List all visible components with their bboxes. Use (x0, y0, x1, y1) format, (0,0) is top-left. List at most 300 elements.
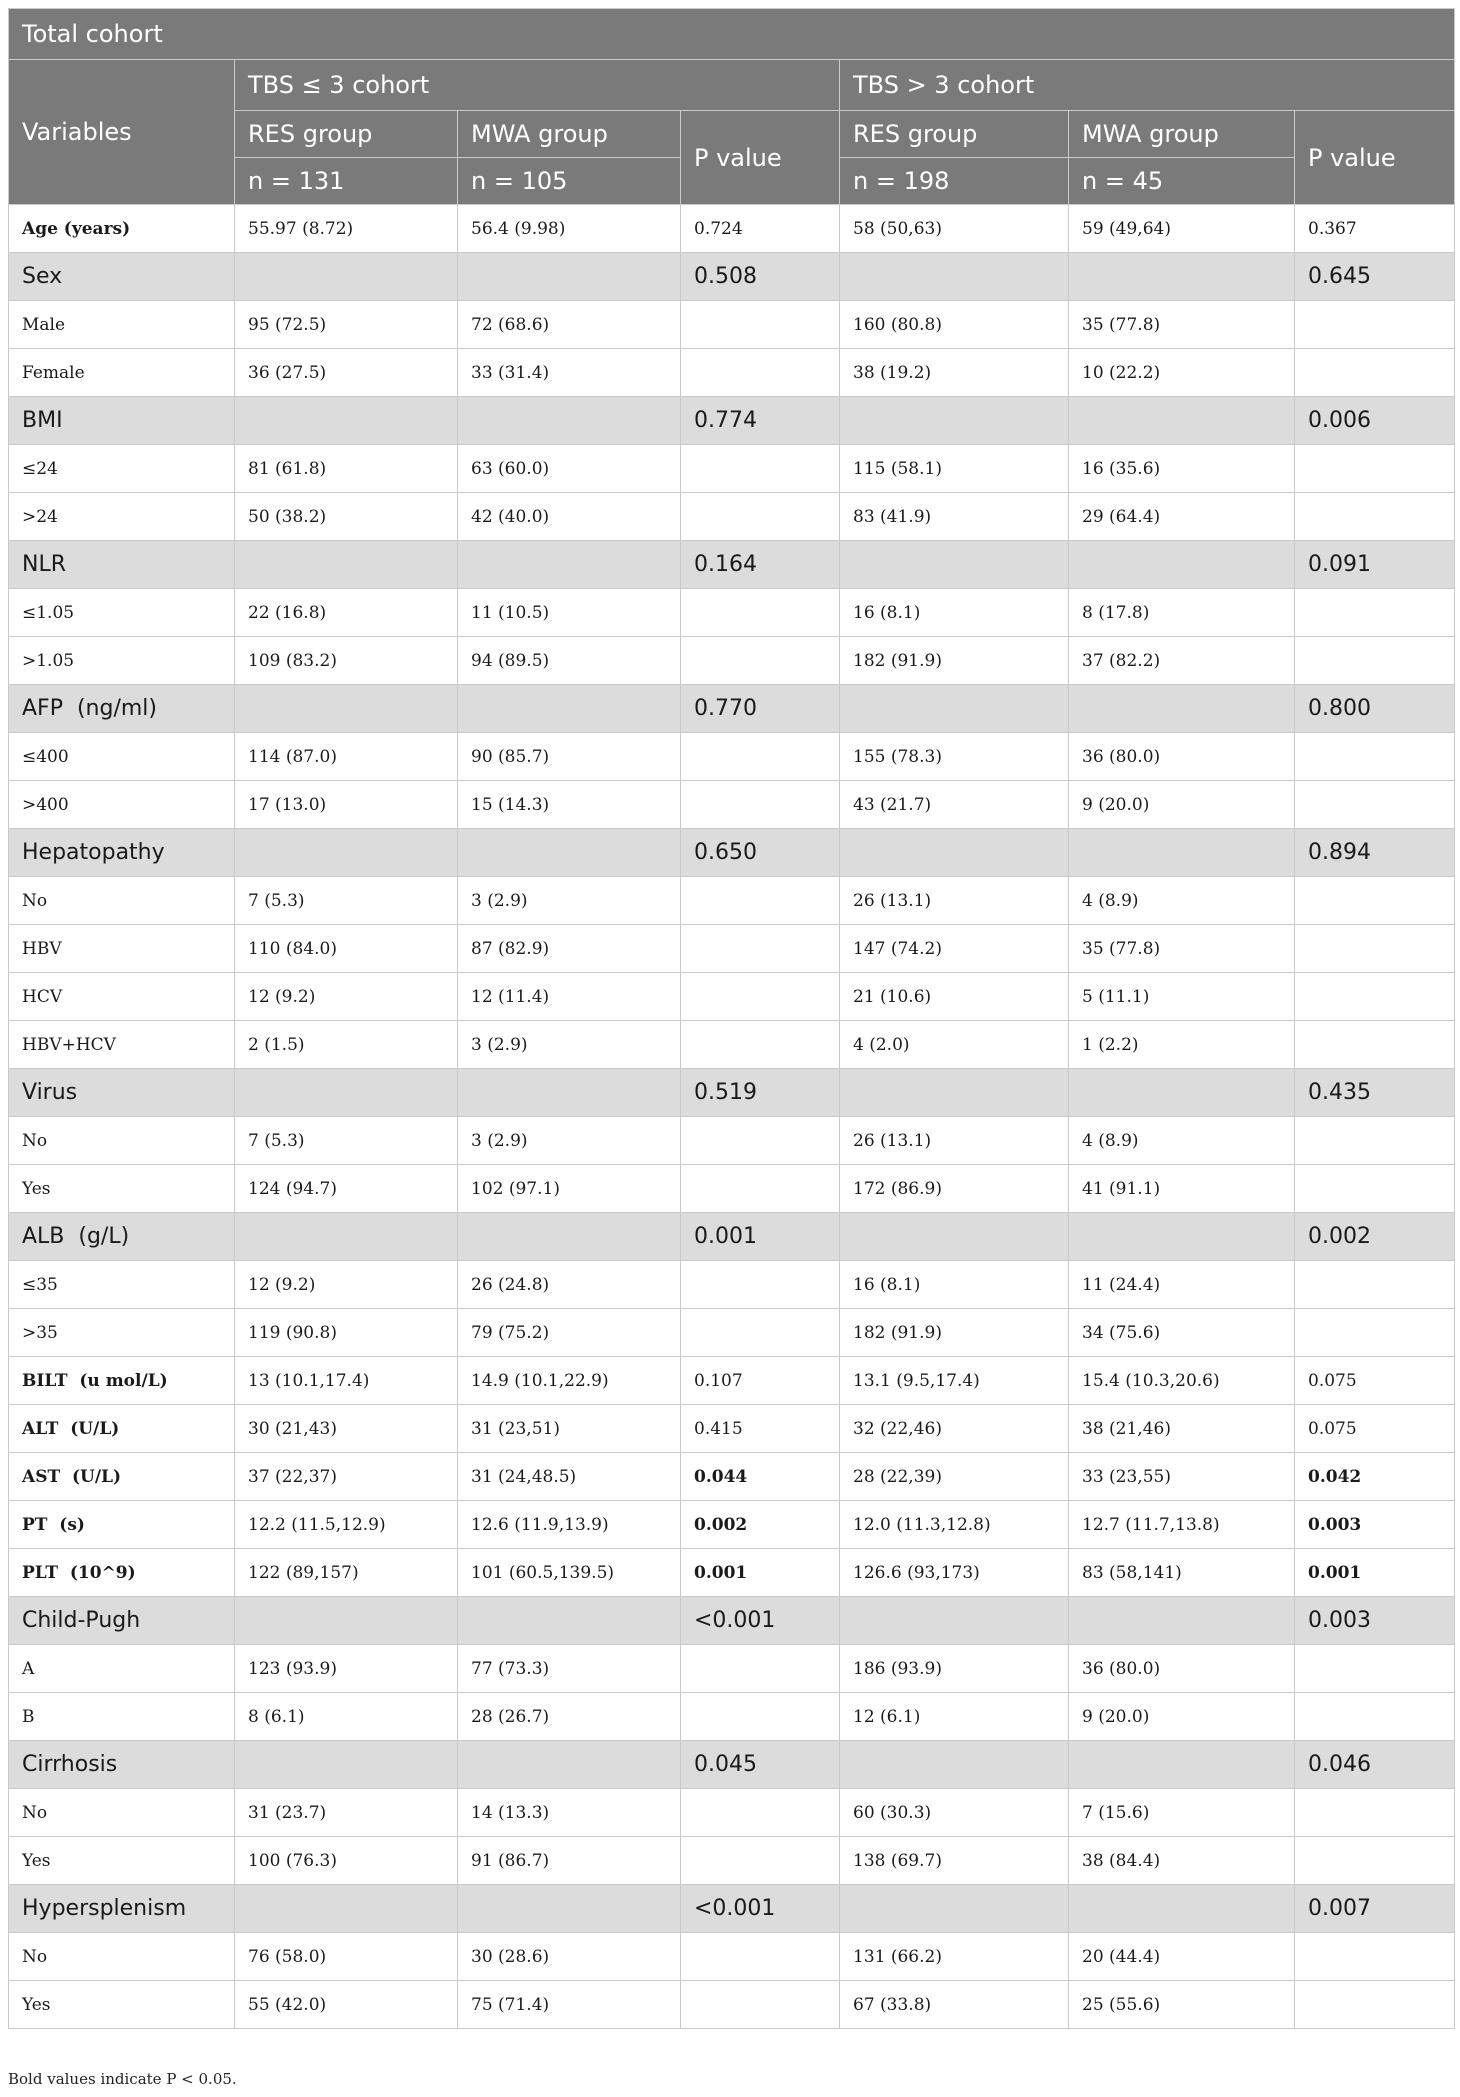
cohort-b-p-cell: 0.075 (1295, 1405, 1455, 1453)
cohort-b-p-cell (1295, 1165, 1455, 1213)
cohort-a-mwa-cell: 28 (26.7) (458, 1693, 681, 1741)
table-category-row (9, 829, 1455, 877)
table-category-row (9, 541, 1455, 589)
table-row (9, 1981, 1455, 2029)
cohort-a-p-cell (681, 973, 840, 1021)
cohort-b-mwa-cell: 36 (80.0) (1069, 1645, 1295, 1693)
cohort-a-p-cell (681, 1693, 840, 1741)
table-row (9, 445, 1455, 493)
cohort-b-p-cell (1295, 1789, 1455, 1837)
table-row (9, 781, 1455, 829)
cohort-a-res-cell: 50 (38.2) (235, 493, 458, 541)
variable-cell: ≤400 (9, 733, 235, 781)
cohort-b-mwa-cell: 15.4 (10.3,20.6) (1069, 1357, 1295, 1405)
cohort-b-p-cell (1295, 1261, 1455, 1309)
table-footnote: Bold values indicate P < 0.05. (8, 2070, 237, 2088)
cohort-b-p-cell (1295, 1981, 1455, 2029)
cohort-b-res-cell: 147 (74.2) (840, 925, 1069, 973)
cohort-a-p-cell: 0.774 (681, 397, 840, 445)
cohort-b-res-n: n = 198 (840, 158, 1069, 205)
cohort-b-res-cell (840, 1213, 1069, 1261)
cohort-b-mwa-cell: 34 (75.6) (1069, 1309, 1295, 1357)
cohort-b-res-cell (840, 829, 1069, 877)
table-row (9, 1645, 1455, 1693)
cohort-b-p-cell (1295, 1837, 1455, 1885)
cohort-b-mwa-cell: 5 (11.1) (1069, 973, 1295, 1021)
cohort-a-res-n: n = 131 (235, 158, 458, 205)
cohort-b-p-cell (1295, 1645, 1455, 1693)
cohort-b-res-cell: 16 (8.1) (840, 1261, 1069, 1309)
cohort-b-res-cell: 126.6 (93,173) (840, 1549, 1069, 1597)
table-category-row (9, 1213, 1455, 1261)
cohort-a-p-cell: 0.519 (681, 1069, 840, 1117)
cohort-a-res-cell: 55 (42.0) (235, 1981, 458, 2029)
cohort-a-res-cell (235, 685, 458, 733)
cohort-a-res-cell: 12 (9.2) (235, 1261, 458, 1309)
cohort-a-mwa-cell: 101 (60.5,139.5) (458, 1549, 681, 1597)
cohort-a-res-cell: 17 (13.0) (235, 781, 458, 829)
cohort-a-p-cell: 0.001 (681, 1549, 840, 1597)
variable-cell: >400 (9, 781, 235, 829)
cohort-a-mwa-cell (458, 685, 681, 733)
table-category-row (9, 1741, 1455, 1789)
cohort-b-res-cell (840, 1597, 1069, 1645)
cohort-b-res-cell: 60 (30.3) (840, 1789, 1069, 1837)
variable-cell: Virus (9, 1069, 235, 1117)
cohort-a-res-cell: 81 (61.8) (235, 445, 458, 493)
variable-cell: A (9, 1645, 235, 1693)
cohort-a-res-header: RES group (235, 111, 458, 158)
table-category-row (9, 685, 1455, 733)
cohort-b-mwa-cell: 9 (20.0) (1069, 1693, 1295, 1741)
cohort-b-mwa-cell: 38 (84.4) (1069, 1837, 1295, 1885)
variable-cell: Cirrhosis (9, 1741, 235, 1789)
cohort-b-p-cell: 0.003 (1295, 1501, 1455, 1549)
cohort-a-res-cell (235, 541, 458, 589)
variable-cell: B (9, 1693, 235, 1741)
cohort-a-mwa-cell: 30 (28.6) (458, 1933, 681, 1981)
cohort-b-res-cell: 28 (22,39) (840, 1453, 1069, 1501)
variable-cell: Yes (9, 1981, 235, 2029)
cohort-b-mwa-cell (1069, 397, 1295, 445)
cohort-b-p-cell: 0.006 (1295, 397, 1455, 445)
cohort-b-res-header: RES group (840, 111, 1069, 158)
cohort-b-p-cell (1295, 1117, 1455, 1165)
cohort-b-mwa-cell: 20 (44.4) (1069, 1933, 1295, 1981)
cohort-a-p-cell (681, 1789, 840, 1837)
cohort-a-p-cell: 0.002 (681, 1501, 840, 1549)
cohort-b-p-cell: 0.042 (1295, 1453, 1455, 1501)
cohort-a-res-cell (235, 1213, 458, 1261)
cohort-b-mwa-cell: 11 (24.4) (1069, 1261, 1295, 1309)
table-row (9, 973, 1455, 1021)
cohort-a-res-cell: 119 (90.8) (235, 1309, 458, 1357)
cohort-a-p-cell (681, 637, 840, 685)
table-row (9, 1357, 1455, 1405)
cohort-b-res-cell: 43 (21.7) (840, 781, 1069, 829)
table-row (9, 1309, 1455, 1357)
cohort-b-p-cell (1295, 589, 1455, 637)
cohort-a-res-cell: 36 (27.5) (235, 349, 458, 397)
cohort-b-mwa-cell: 4 (8.9) (1069, 877, 1295, 925)
cohort-b-res-cell: 115 (58.1) (840, 445, 1069, 493)
cohort-a-mwa-cell: 87 (82.9) (458, 925, 681, 973)
table-category-row (9, 253, 1455, 301)
cohort-a-mwa-cell: 3 (2.9) (458, 1021, 681, 1069)
cohort-b-mwa-cell (1069, 1069, 1295, 1117)
cohort-b-p-cell (1295, 1021, 1455, 1069)
cohort-a-mwa-cell: 26 (24.8) (458, 1261, 681, 1309)
cohort-b-p-cell (1295, 973, 1455, 1021)
cohort-a-p-cell (681, 301, 840, 349)
variable-cell: BILT (u mol/L) (9, 1357, 235, 1405)
table-row (9, 637, 1455, 685)
cohort-a-res-cell: 30 (21,43) (235, 1405, 458, 1453)
cohort-b-res-cell: 67 (33.8) (840, 1981, 1069, 2029)
cohort-a-mwa-cell: 31 (23,51) (458, 1405, 681, 1453)
cohort-b-mwa-cell: 7 (15.6) (1069, 1789, 1295, 1837)
table-row (9, 205, 1455, 253)
cohort-a-res-cell (235, 1741, 458, 1789)
table-row (9, 1933, 1455, 1981)
cohort-a-res-cell: 2 (1.5) (235, 1021, 458, 1069)
variable-cell: Yes (9, 1165, 235, 1213)
cohort-b-res-cell (840, 1741, 1069, 1789)
cohort-a-p-cell: 0.164 (681, 541, 840, 589)
variable-cell: PLT (10^9) (9, 1549, 235, 1597)
cohort-b-res-cell (840, 253, 1069, 301)
cohort-b-mwa-cell: 9 (20.0) (1069, 781, 1295, 829)
table-row (9, 1549, 1455, 1597)
table-row (9, 877, 1455, 925)
cohort-b-p-cell: 0.075 (1295, 1357, 1455, 1405)
cohort-b-p-cell (1295, 877, 1455, 925)
cohort-a-res-cell (235, 253, 458, 301)
variable-cell: >24 (9, 493, 235, 541)
cohort-b-p-cell (1295, 493, 1455, 541)
cohort-b-p-cell (1295, 349, 1455, 397)
cohort-b-res-cell: 12 (6.1) (840, 1693, 1069, 1741)
cohort-a-mwa-cell (458, 253, 681, 301)
cohort-a-res-cell: 95 (72.5) (235, 301, 458, 349)
table-row (9, 1453, 1455, 1501)
cohort-b-res-cell: 172 (86.9) (840, 1165, 1069, 1213)
table-row (9, 1261, 1455, 1309)
cohort-b-mwa-cell (1069, 685, 1295, 733)
cohort-a-mwa-cell: 56.4 (9.98) (458, 205, 681, 253)
cohort-b-res-cell: 58 (50,63) (840, 205, 1069, 253)
cohort-b-mwa-cell: 33 (23,55) (1069, 1453, 1295, 1501)
cohort-b-p-cell (1295, 733, 1455, 781)
cohort-b-res-cell: 83 (41.9) (840, 493, 1069, 541)
cohort-b-res-cell: 138 (69.7) (840, 1837, 1069, 1885)
cohort-b-p-cell (1295, 781, 1455, 829)
table-row (9, 925, 1455, 973)
cohort-b-mwa-cell: 1 (2.2) (1069, 1021, 1295, 1069)
cohort-a-mwa-cell: 11 (10.5) (458, 589, 681, 637)
cohort-a-mwa-cell: 75 (71.4) (458, 1981, 681, 2029)
cohort-a-mwa-cell (458, 1741, 681, 1789)
cohort-b-p-cell: 0.367 (1295, 205, 1455, 253)
cohort-a-res-cell: 7 (5.3) (235, 1117, 458, 1165)
cohort-a-p-cell (681, 1165, 840, 1213)
variable-cell: Male (9, 301, 235, 349)
cohort-b-mwa-cell: 10 (22.2) (1069, 349, 1295, 397)
table-row (9, 1501, 1455, 1549)
cohort-a-mwa-cell: 79 (75.2) (458, 1309, 681, 1357)
cohort-a-res-cell: 13 (10.1,17.4) (235, 1357, 458, 1405)
variable-cell: ALB (g/L) (9, 1213, 235, 1261)
cohort-b-header: TBS > 3 cohort (840, 60, 1455, 111)
variable-cell: HBV+HCV (9, 1021, 235, 1069)
cohort-a-mwa-cell: 102 (97.1) (458, 1165, 681, 1213)
table-row (9, 493, 1455, 541)
cohort-a-p-cell (681, 1261, 840, 1309)
table-row (9, 1165, 1455, 1213)
table-category-row (9, 1597, 1455, 1645)
table-category-row (9, 397, 1455, 445)
cohort-a-p-cell: <0.001 (681, 1885, 840, 1933)
cohort-b-p-cell: 0.003 (1295, 1597, 1455, 1645)
cohort-a-mwa-cell (458, 1213, 681, 1261)
cohort-a-p-cell: 0.770 (681, 685, 840, 733)
cohort-a-p-cell: 0.724 (681, 205, 840, 253)
variable-cell: Age (years) (9, 205, 235, 253)
cohort-a-p-cell: 0.650 (681, 829, 840, 877)
cohort-b-mwa-n: n = 45 (1069, 158, 1295, 205)
cohort-a-mwa-cell (458, 1069, 681, 1117)
cohort-a-mwa-cell: 42 (40.0) (458, 493, 681, 541)
cohort-b-res-cell: 13.1 (9.5,17.4) (840, 1357, 1069, 1405)
table-row (9, 1837, 1455, 1885)
cohort-a-mwa-cell: 77 (73.3) (458, 1645, 681, 1693)
cohort-a-res-cell: 8 (6.1) (235, 1693, 458, 1741)
cohort-a-res-cell (235, 397, 458, 445)
cohort-b-p-cell: 0.800 (1295, 685, 1455, 733)
table-row (9, 1789, 1455, 1837)
table-row (9, 1117, 1455, 1165)
cohort-a-res-cell (235, 829, 458, 877)
variable-cell: >1.05 (9, 637, 235, 685)
cohort-a-p-cell (681, 925, 840, 973)
cohort-a-p-cell (681, 445, 840, 493)
cohort-a-p-cell: 0.415 (681, 1405, 840, 1453)
cohort-a-p-cell (681, 1645, 840, 1693)
cohort-a-res-cell: 124 (94.7) (235, 1165, 458, 1213)
cohort-b-res-cell: 16 (8.1) (840, 589, 1069, 637)
cohort-b-res-cell: 182 (91.9) (840, 637, 1069, 685)
cohort-b-mwa-cell: 59 (49,64) (1069, 205, 1295, 253)
variable-cell: No (9, 877, 235, 925)
cohort-a-p-cell: <0.001 (681, 1597, 840, 1645)
table-row (9, 1405, 1455, 1453)
cohort-b-res-cell (840, 1069, 1069, 1117)
variable-cell: Female (9, 349, 235, 397)
cohort-a-res-cell: 55.97 (8.72) (235, 205, 458, 253)
cohort-a-res-cell: 114 (87.0) (235, 733, 458, 781)
cohort-b-res-cell: 4 (2.0) (840, 1021, 1069, 1069)
cohort-a-mwa-cell: 91 (86.7) (458, 1837, 681, 1885)
table-row (9, 301, 1455, 349)
cohort-a-res-cell: 76 (58.0) (235, 1933, 458, 1981)
variable-cell: NLR (9, 541, 235, 589)
cohort-a-res-cell: 22 (16.8) (235, 589, 458, 637)
cohort-a-mwa-cell: 3 (2.9) (458, 877, 681, 925)
cohort-a-mwa-cell: 72 (68.6) (458, 301, 681, 349)
cohort-b-mwa-cell (1069, 1741, 1295, 1789)
cohort-a-res-cell (235, 1597, 458, 1645)
cohort-a-header: TBS ≤ 3 cohort (235, 60, 840, 111)
cohort-b-p-cell (1295, 1693, 1455, 1741)
cohort-a-mwa-header: MWA group (458, 111, 681, 158)
cohort-a-res-cell: 12.2 (11.5,12.9) (235, 1501, 458, 1549)
cohort-a-mwa-cell: 12 (11.4) (458, 973, 681, 1021)
cohort-a-mwa-cell: 14 (13.3) (458, 1789, 681, 1837)
cohort-a-mwa-cell: 63 (60.0) (458, 445, 681, 493)
cohort-a-mwa-cell (458, 1597, 681, 1645)
variable-cell: AFP (ng/ml) (9, 685, 235, 733)
baseline-characteristics-table (8, 8, 1455, 2029)
cohort-a-p-cell (681, 781, 840, 829)
cohort-a-p-cell (681, 1837, 840, 1885)
cohort-a-p-header: P value (681, 111, 840, 205)
variable-cell: Hepatopathy (9, 829, 235, 877)
cohort-a-mwa-cell (458, 397, 681, 445)
cohort-b-res-cell: 182 (91.9) (840, 1309, 1069, 1357)
cohort-b-p-cell: 0.046 (1295, 1741, 1455, 1789)
cohort-b-res-cell: 26 (13.1) (840, 1117, 1069, 1165)
cohort-b-mwa-cell: 83 (58,141) (1069, 1549, 1295, 1597)
cohort-b-p-cell (1295, 1933, 1455, 1981)
cohort-b-p-cell: 0.645 (1295, 253, 1455, 301)
variable-cell: No (9, 1789, 235, 1837)
cohort-a-mwa-cell (458, 829, 681, 877)
cohort-b-mwa-cell: 37 (82.2) (1069, 637, 1295, 685)
cohort-a-res-cell: 12 (9.2) (235, 973, 458, 1021)
cohort-a-mwa-cell: 90 (85.7) (458, 733, 681, 781)
cohort-b-mwa-cell (1069, 1597, 1295, 1645)
cohort-b-p-cell (1295, 301, 1455, 349)
cohort-a-mwa-cell: 15 (14.3) (458, 781, 681, 829)
cohort-b-mwa-cell: 8 (17.8) (1069, 589, 1295, 637)
cohort-a-p-cell (681, 1021, 840, 1069)
variable-cell: AST (U/L) (9, 1453, 235, 1501)
cohort-a-p-cell: 0.044 (681, 1453, 840, 1501)
variable-cell: No (9, 1933, 235, 1981)
table-category-row (9, 1069, 1455, 1117)
cohort-b-p-cell: 0.002 (1295, 1213, 1455, 1261)
cohort-b-mwa-header: MWA group (1069, 111, 1295, 158)
cohort-a-p-cell (681, 1309, 840, 1357)
cohort-a-mwa-cell: 31 (24,48.5) (458, 1453, 681, 1501)
variable-cell: ≤35 (9, 1261, 235, 1309)
variable-cell: BMI (9, 397, 235, 445)
variable-cell: ≤1.05 (9, 589, 235, 637)
cohort-b-mwa-cell: 35 (77.8) (1069, 925, 1295, 973)
cohort-b-p-cell: 0.091 (1295, 541, 1455, 589)
cohort-b-mwa-cell: 25 (55.6) (1069, 1981, 1295, 2029)
cohort-a-p-cell: 0.045 (681, 1741, 840, 1789)
cohort-a-mwa-cell: 33 (31.4) (458, 349, 681, 397)
cohort-b-p-cell (1295, 1309, 1455, 1357)
cohort-b-res-cell: 131 (66.2) (840, 1933, 1069, 1981)
cohort-b-mwa-cell: 38 (21,46) (1069, 1405, 1295, 1453)
cohort-a-mwa-cell: 12.6 (11.9,13.9) (458, 1501, 681, 1549)
cohort-b-res-cell: 12.0 (11.3,12.8) (840, 1501, 1069, 1549)
cohort-a-res-cell: 123 (93.9) (235, 1645, 458, 1693)
cohort-b-res-cell: 21 (10.6) (840, 973, 1069, 1021)
cohort-a-p-cell (681, 589, 840, 637)
cohort-b-p-cell: 0.007 (1295, 1885, 1455, 1933)
variable-cell: >35 (9, 1309, 235, 1357)
cohort-b-mwa-cell: 4 (8.9) (1069, 1117, 1295, 1165)
cohort-a-p-cell: 0.107 (681, 1357, 840, 1405)
table-body (9, 205, 1455, 2029)
cohort-a-p-cell (681, 733, 840, 781)
cohort-b-res-cell (840, 397, 1069, 445)
table-category-row (9, 1885, 1455, 1933)
cohort-b-p-cell: 0.894 (1295, 829, 1455, 877)
cohort-b-mwa-cell (1069, 1885, 1295, 1933)
cohort-a-res-cell (235, 1885, 458, 1933)
cohort-a-res-cell: 122 (89,157) (235, 1549, 458, 1597)
cohort-a-res-cell (235, 1069, 458, 1117)
cohort-b-p-cell (1295, 637, 1455, 685)
table-row (9, 733, 1455, 781)
cohort-a-mwa-n: n = 105 (458, 158, 681, 205)
variable-cell: Child-Pugh (9, 1597, 235, 1645)
variable-cell: ≤24 (9, 445, 235, 493)
cohort-b-res-cell: 160 (80.8) (840, 301, 1069, 349)
cohort-a-p-cell (681, 349, 840, 397)
cohort-b-res-cell: 38 (19.2) (840, 349, 1069, 397)
cohort-b-mwa-cell: 12.7 (11.7,13.8) (1069, 1501, 1295, 1549)
cohort-b-mwa-cell: 16 (35.6) (1069, 445, 1295, 493)
table-row (9, 589, 1455, 637)
cohort-b-res-cell (840, 541, 1069, 589)
cohort-b-mwa-cell (1069, 829, 1295, 877)
cohort-a-mwa-cell: 3 (2.9) (458, 1117, 681, 1165)
cohort-a-res-cell: 100 (76.3) (235, 1837, 458, 1885)
cohort-b-res-cell: 186 (93.9) (840, 1645, 1069, 1693)
cohort-b-p-cell (1295, 925, 1455, 973)
cohort-a-res-cell: 110 (84.0) (235, 925, 458, 973)
cohort-a-res-cell: 7 (5.3) (235, 877, 458, 925)
cohort-a-p-cell (681, 877, 840, 925)
cohort-a-p-cell (681, 1981, 840, 2029)
cohort-b-mwa-cell: 36 (80.0) (1069, 733, 1295, 781)
variable-cell: PT (s) (9, 1501, 235, 1549)
variables-header: Variables (9, 60, 235, 205)
cohort-b-res-cell: 32 (22,46) (840, 1405, 1069, 1453)
cohort-a-mwa-cell: 14.9 (10.1,22.9) (458, 1357, 681, 1405)
cohort-a-res-cell: 109 (83.2) (235, 637, 458, 685)
variable-cell: ALT (U/L) (9, 1405, 235, 1453)
cohort-b-p-header: P value (1295, 111, 1455, 205)
cohort-a-res-cell: 31 (23.7) (235, 1789, 458, 1837)
cohort-b-res-cell: 26 (13.1) (840, 877, 1069, 925)
table-row (9, 349, 1455, 397)
cohort-b-p-cell: 0.435 (1295, 1069, 1455, 1117)
cohort-b-mwa-cell: 29 (64.4) (1069, 493, 1295, 541)
table-row (9, 1021, 1455, 1069)
cohort-b-p-cell: 0.001 (1295, 1549, 1455, 1597)
cohort-b-mwa-cell (1069, 1213, 1295, 1261)
cohort-b-res-cell (840, 685, 1069, 733)
variable-cell: Sex (9, 253, 235, 301)
cohort-a-p-cell: 0.001 (681, 1213, 840, 1261)
cohort-b-res-cell: 155 (78.3) (840, 733, 1069, 781)
